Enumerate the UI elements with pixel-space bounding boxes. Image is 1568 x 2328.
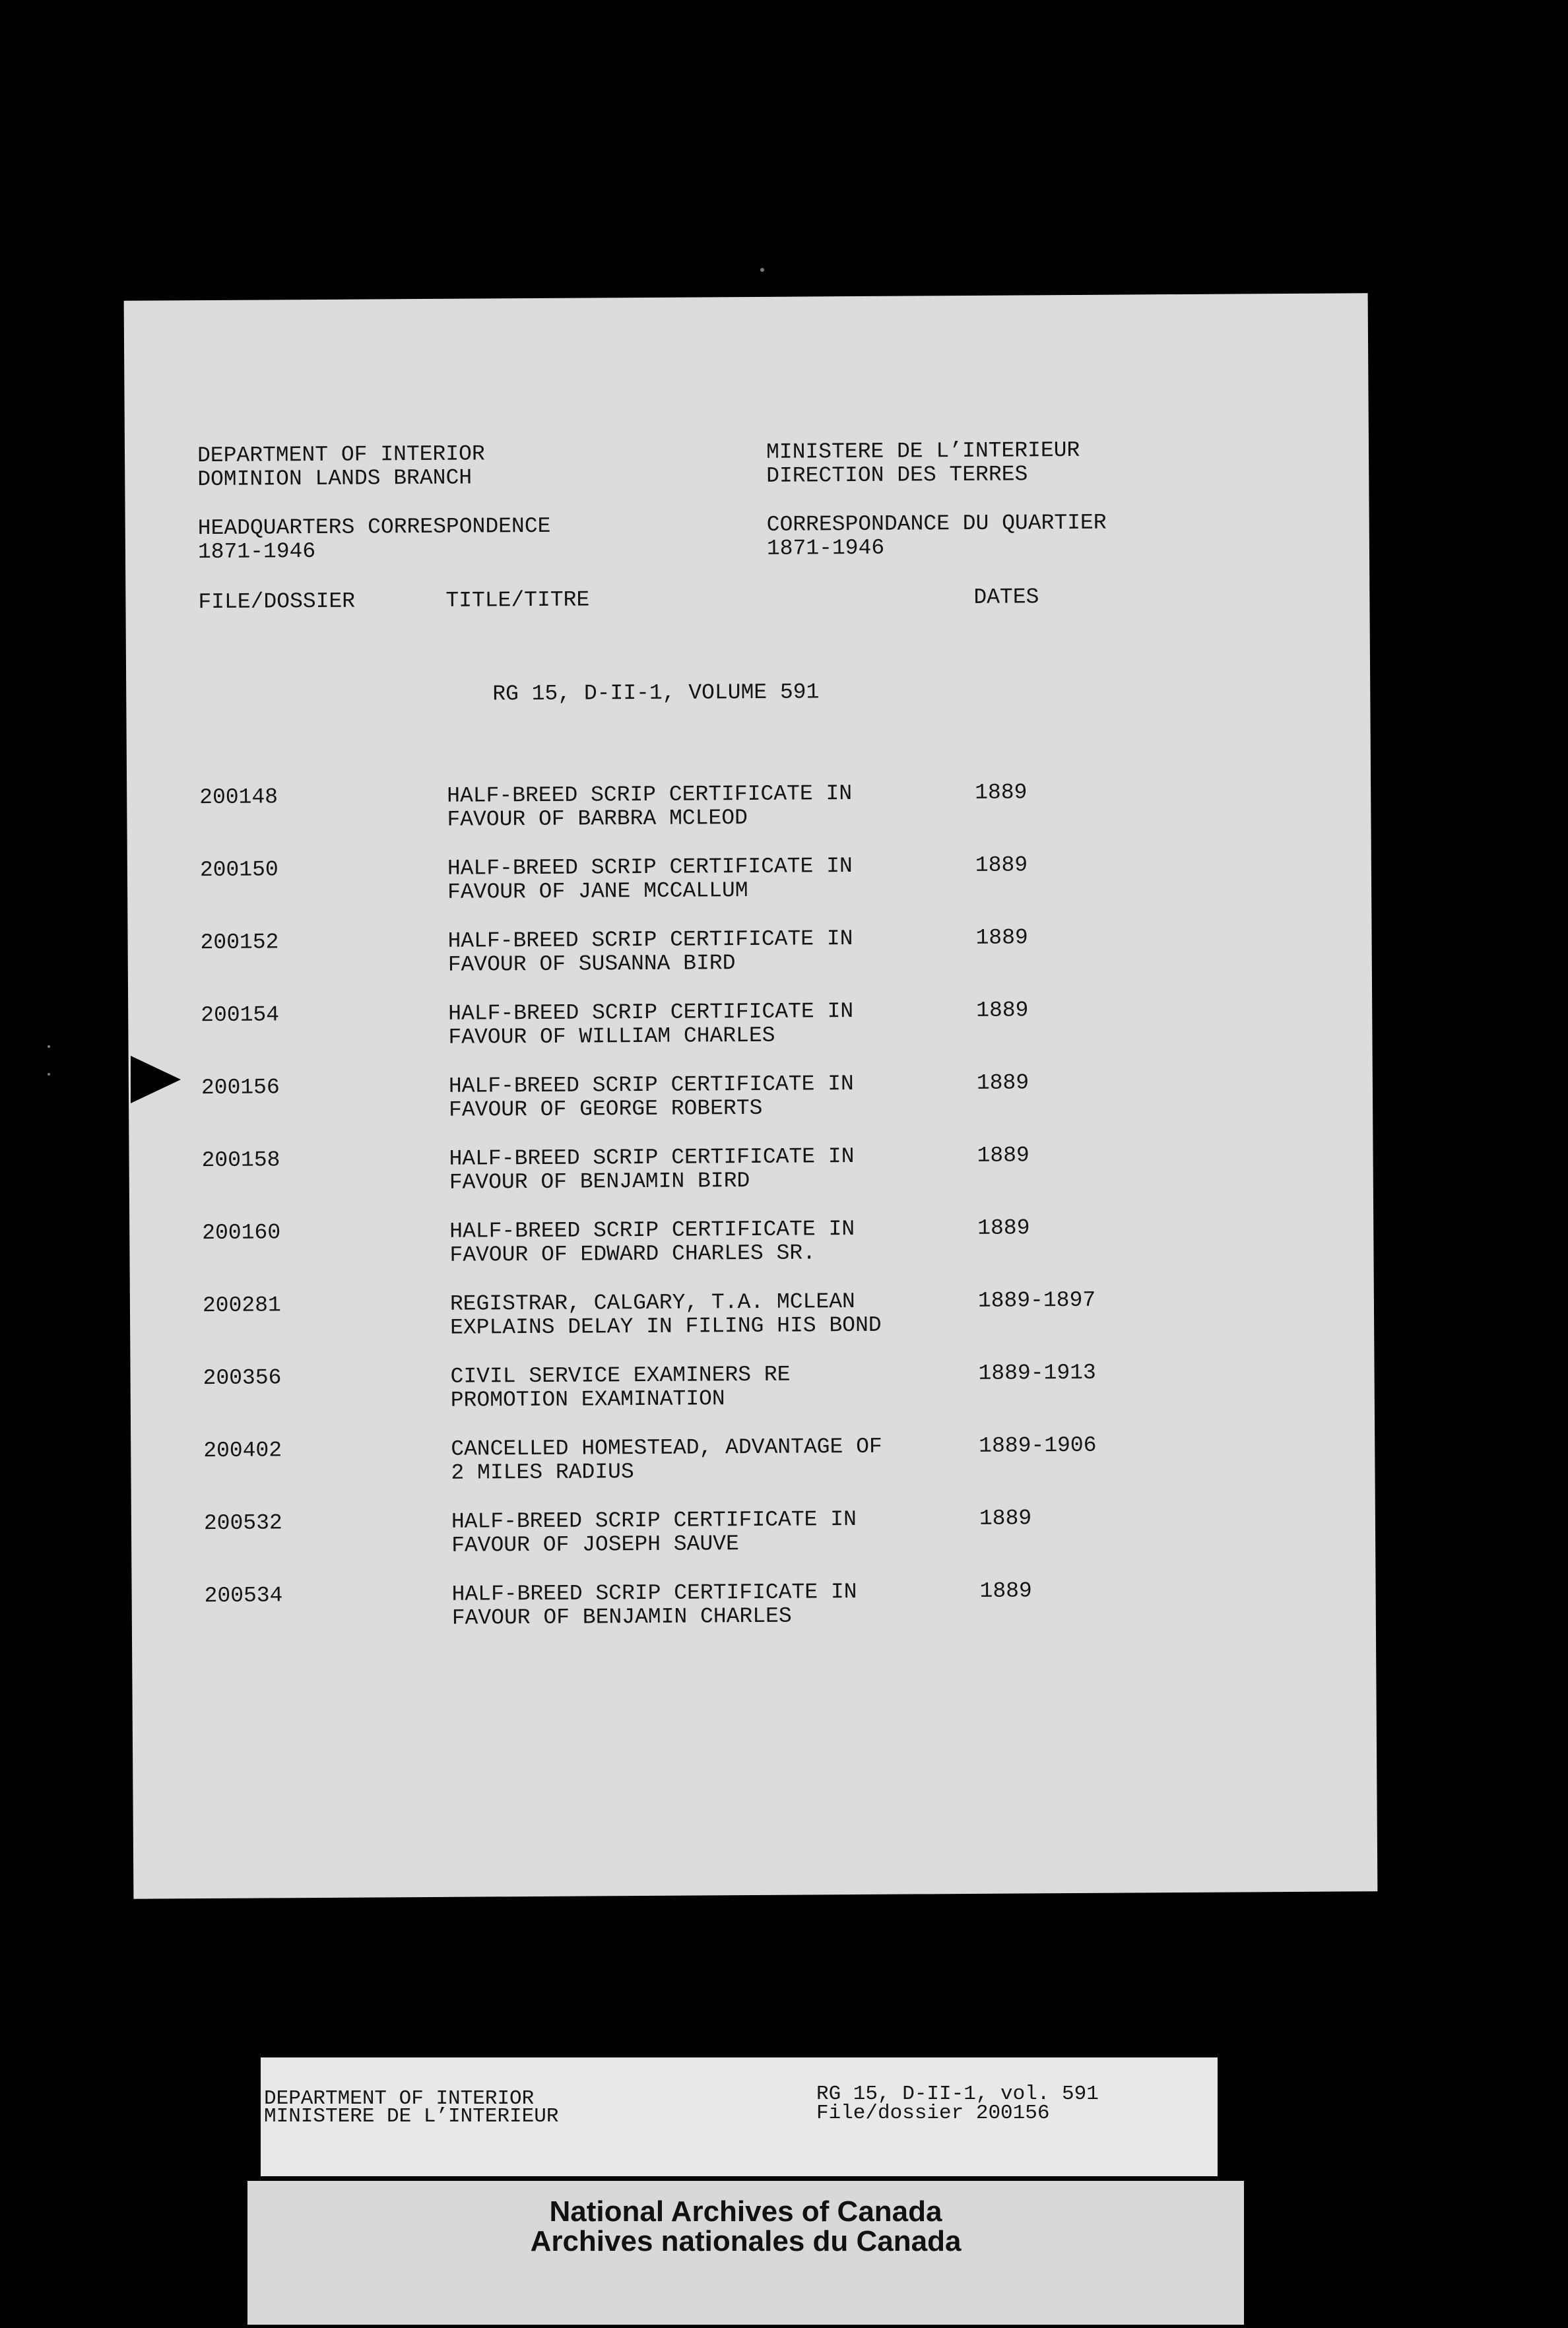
entry-title-line2: FAVOUR OF GEORGE ROBERTS: [449, 1095, 763, 1122]
entry-title-line1: HALF-BREED SCRIP CERTIFICATE IN: [448, 1072, 854, 1099]
entry-title-line1: HALF-BREED SCRIP CERTIFICATE IN: [447, 854, 853, 881]
header-years-en: 1871-1946: [197, 539, 316, 565]
label-reference: RG 15, D-II-1, vol. 591: [816, 2083, 1099, 2106]
entry-title-line2: FAVOUR OF BENJAMIN CHARLES: [451, 1603, 792, 1631]
entry-file: 200158: [201, 1148, 280, 1173]
entry-date: 1889: [976, 1070, 1029, 1095]
entry-title-line2: FAVOUR OF BARBRA MCLEOD: [447, 806, 748, 832]
entry-title-line2: FAVOUR OF JOSEPH SAUVE: [451, 1532, 739, 1558]
entry-date: 1889-1913: [978, 1360, 1096, 1386]
entry-title-line1: HALF-BREED SCRIP CERTIFICATE IN: [451, 1580, 857, 1607]
dust-speck: [48, 1073, 50, 1076]
entry-title-line2: EXPLAINS DELAY IN FILING HIS BOND: [450, 1312, 882, 1340]
entry-file: 200534: [204, 1583, 283, 1609]
archives-name-fr: Archives nationales du Canada: [530, 2225, 962, 2257]
entry-title-line2: FAVOUR OF SUSANNA BIRD: [447, 951, 736, 977]
entry-date: 1889: [977, 1143, 1029, 1168]
entry-title-line1: REGISTRAR, CALGARY, T.A. MCLEAN: [449, 1289, 855, 1316]
entry-title-line2: FAVOUR OF WILLIAM CHARLES: [448, 1023, 775, 1050]
entry-title-line1: HALF-BREED SCRIP CERTIFICATE IN: [449, 1217, 855, 1244]
column-header-file: FILE/DOSSIER: [198, 589, 356, 615]
entry-date: 1889: [979, 1506, 1032, 1531]
header-dept-en: DEPARTMENT OF INTERIOR: [197, 441, 485, 469]
entry-file: 200281: [202, 1293, 281, 1318]
entry-date: 1889: [975, 925, 1028, 950]
dust-speck: [760, 268, 764, 272]
header-dept-fr: MINISTERE DE L’INTERIEUR: [766, 437, 1080, 465]
entry-title-line1: HALF-BREED SCRIP CERTIFICATE IN: [451, 1507, 857, 1534]
entry-file: 200148: [199, 785, 278, 810]
entry-title-line1: CANCELLED HOMESTEAD, ADVANTAGE OF: [451, 1434, 882, 1462]
entry-date: 1889: [977, 1215, 1030, 1241]
entry-title-line2: PROMOTION EXAMINATION: [450, 1386, 725, 1413]
archives-name-en: National Archives of Canada: [549, 2195, 942, 2228]
entry-date: 1889-1906: [979, 1433, 1097, 1458]
entry-file: 200150: [199, 857, 278, 883]
header-years-fr: 1871-1946: [766, 535, 885, 561]
entry-date: 1889-1897: [977, 1287, 1096, 1313]
entry-date: 1889: [979, 1578, 1032, 1603]
entry-file: 200160: [202, 1220, 281, 1246]
entry-title-line2: 2 MILES RADIUS: [451, 1460, 634, 1485]
volume-heading: RG 15, D-II-1, VOLUME 591: [492, 680, 820, 707]
entry-title-line2: FAVOUR OF BENJAMIN BIRD: [449, 1169, 750, 1195]
entry-title-line1: HALF-BREED SCRIP CERTIFICATE IN: [448, 999, 854, 1026]
finding-aid-page: [124, 293, 1378, 1898]
label-dept-fr: MINISTERE DE L’INTERIEUR: [264, 2105, 559, 2128]
entry-file: 200402: [203, 1438, 282, 1464]
entry-file: 200156: [201, 1075, 280, 1101]
column-header-dates: DATES: [973, 585, 1039, 610]
header-branch-fr: DIRECTION DES TERRES: [766, 462, 1028, 488]
archives-banner: [247, 2181, 1244, 2325]
entry-file: 200532: [203, 1510, 282, 1536]
entry-title-line1: HALF-BREED SCRIP CERTIFICATE IN: [449, 1144, 855, 1171]
entry-title-line2: FAVOUR OF JANE MCCALLUM: [447, 878, 748, 905]
entry-date: 1889: [975, 780, 1028, 805]
label-file-number: File/dossier 200156: [816, 2102, 1050, 2125]
entry-title-line1: HALF-BREED SCRIP CERTIFICATE IN: [447, 781, 853, 808]
label-dept-en: DEPARTMENT OF INTERIOR: [264, 2087, 535, 2110]
entry-date: 1889: [976, 998, 1029, 1023]
header-branch-en: DOMINION LANDS BRANCH: [197, 465, 473, 492]
entry-file: 200356: [203, 1365, 282, 1391]
column-header-title: TITLE/TITRE: [445, 587, 590, 613]
entry-title-line1: HALF-BREED SCRIP CERTIFICATE IN: [447, 926, 853, 954]
entry-date: 1889: [975, 853, 1028, 878]
header-series-en: HEADQUARTERS CORRESPONDENCE: [197, 513, 551, 541]
entry-file: 200152: [200, 930, 279, 955]
file-pointer-notch: [131, 1056, 181, 1103]
dust-speck: [48, 1045, 50, 1048]
microfilm-label: [261, 2057, 1218, 2176]
header-series-fr: CORRESPONDANCE DU QUARTIER: [766, 510, 1107, 537]
entry-title-line1: CIVIL SERVICE EXAMINERS RE: [450, 1362, 791, 1389]
entry-file: 200154: [201, 1002, 280, 1028]
entry-title-line2: FAVOUR OF EDWARD CHARLES SR.: [449, 1241, 816, 1268]
